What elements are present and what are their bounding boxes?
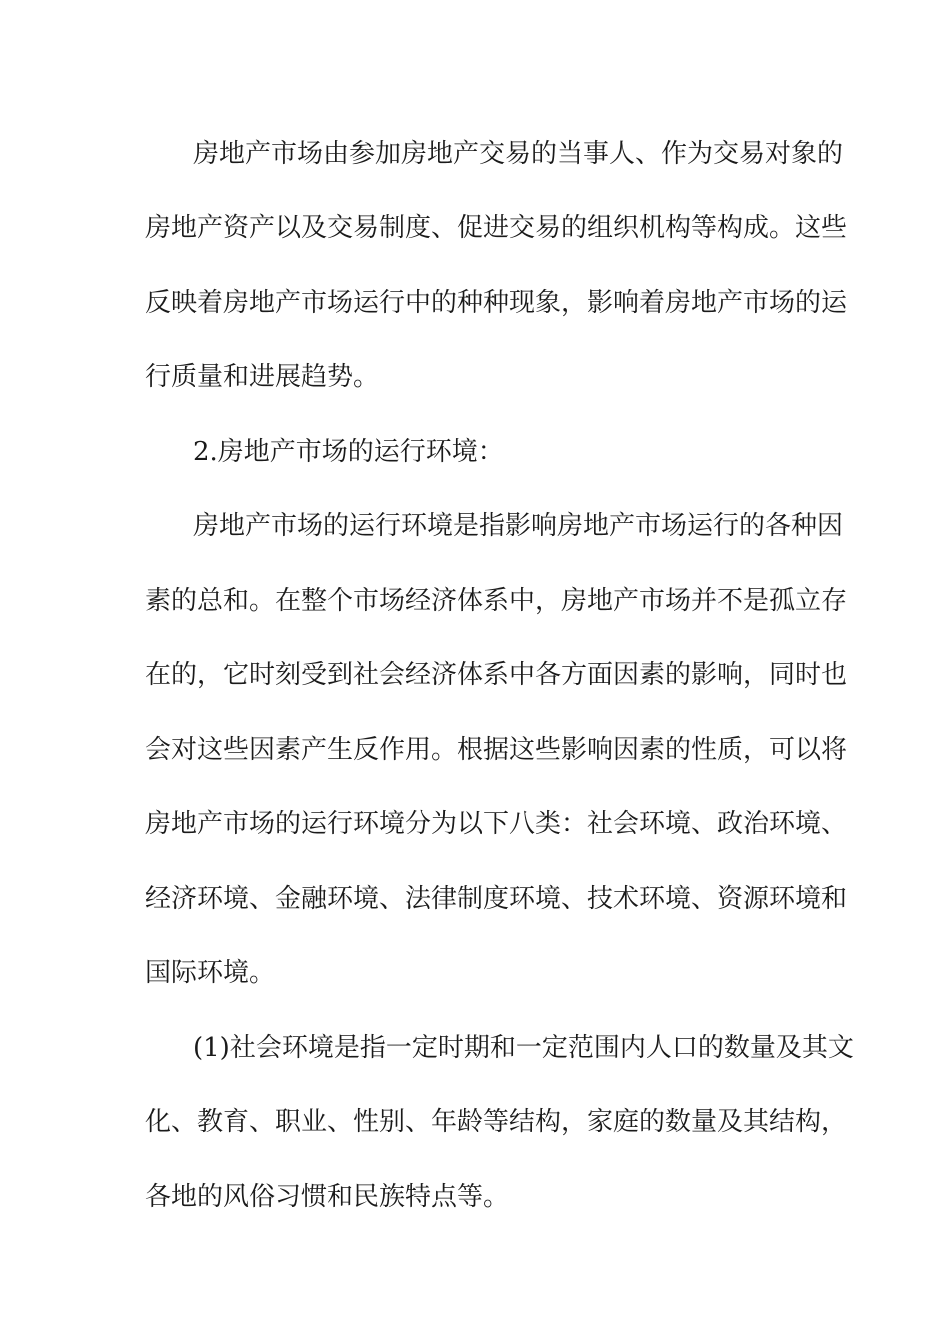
paragraph-environment-definition-line-1: 房地产市场的运行环境是指影响房地产市场运行的各种因 [193,511,844,541]
paragraph-market-composition-line-3: 反映着房地产市场运行中的种种现象，影响着房地产市场的运 [145,288,848,318]
paragraph-environment-definition-line-7: 国际环境。 [145,958,276,988]
paragraph-social-environment-line-2: 化、教育、职业、性别、年龄等结构，家庭的数量及其结构， [145,1107,848,1137]
paragraph-environment-definition-line-3: 在的，它时刻受到社会经济体系中各方面因素的影响，同时也 [145,660,848,690]
paragraph-social-environment-line-3: 各地的风俗习惯和民族特点等。 [145,1182,510,1212]
paragraph-environment-definition-line-4: 会对这些因素产生反作用。根据这些影响因素的性质，可以将 [145,735,848,765]
paragraph-market-composition-line-1: 房地产市场由参加房地产交易的当事人、作为交易对象的 [193,139,844,169]
paragraph-social-environment-line-1: (1)社会环境是指一定时期和一定范围内人口的数量及其文 [193,1033,854,1063]
paragraph-environment-definition-line-6: 经济环境、金融环境、法律制度环境、技术环境、资源环境和 [145,884,848,914]
paragraph-market-composition-line-2: 房地产资产以及交易制度、促进交易的组织机构等构成。这些 [145,213,848,243]
paragraph-market-composition-line-4: 行质量和进展趋势。 [145,362,380,392]
paragraph-environment-definition-line-5: 房地产市场的运行环境分为以下八类：社会环境、政治环境、 [145,809,848,839]
section-heading: 2.房地产市场的运行环境： [193,437,504,467]
paragraph-environment-definition-line-2: 素的总和。在整个市场经济体系中，房地产市场并不是孤立存 [145,586,848,616]
